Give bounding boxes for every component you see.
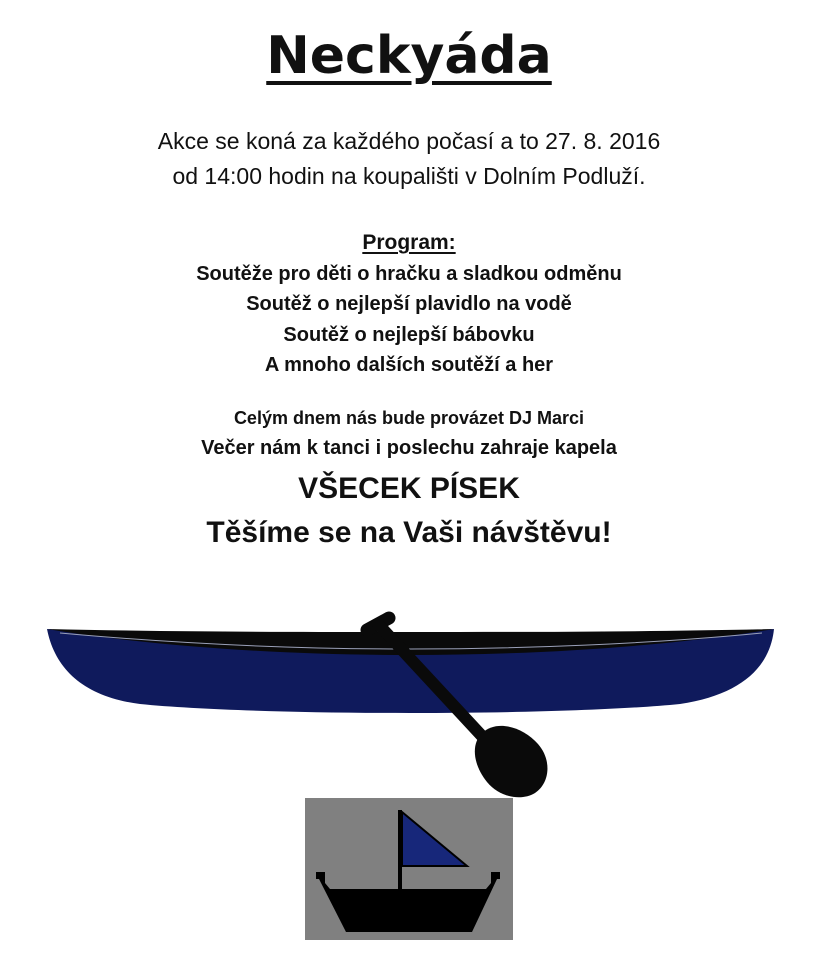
- paddle-blade: [475, 726, 548, 797]
- program-item: Soutěž o nejlepší bábovku: [283, 324, 535, 346]
- closing-line: Těšíme se na Vaši návštěvu!: [206, 516, 612, 549]
- program-item: Soutěž o nejlepší plavidlo na vodě: [246, 293, 572, 315]
- program-item: A mnoho dalších soutěží a her: [264, 354, 554, 376]
- intro-line-place: od 14:00 hodin na koupališti v Dolním Podluží.: [172, 163, 646, 189]
- program-heading: Program:: [362, 231, 456, 254]
- sailboat-icon: [305, 798, 513, 940]
- dj-line: Celým dnem nás bude provázet DJ Marci: [233, 408, 585, 428]
- poster-title: Neckyáda: [266, 26, 552, 86]
- intro-line-date: Akce se koná za každého počasí a to 27. 8. 2016: [157, 128, 661, 154]
- band-name: VŠECEK PÍSEK: [298, 472, 520, 505]
- canoe-illustration: [47, 629, 774, 713]
- band-line: Večer nám k tanci i poslechu zahraje kapela: [201, 437, 617, 459]
- program-item: Soutěže pro děti o hračku a sladkou odměnu: [196, 263, 622, 285]
